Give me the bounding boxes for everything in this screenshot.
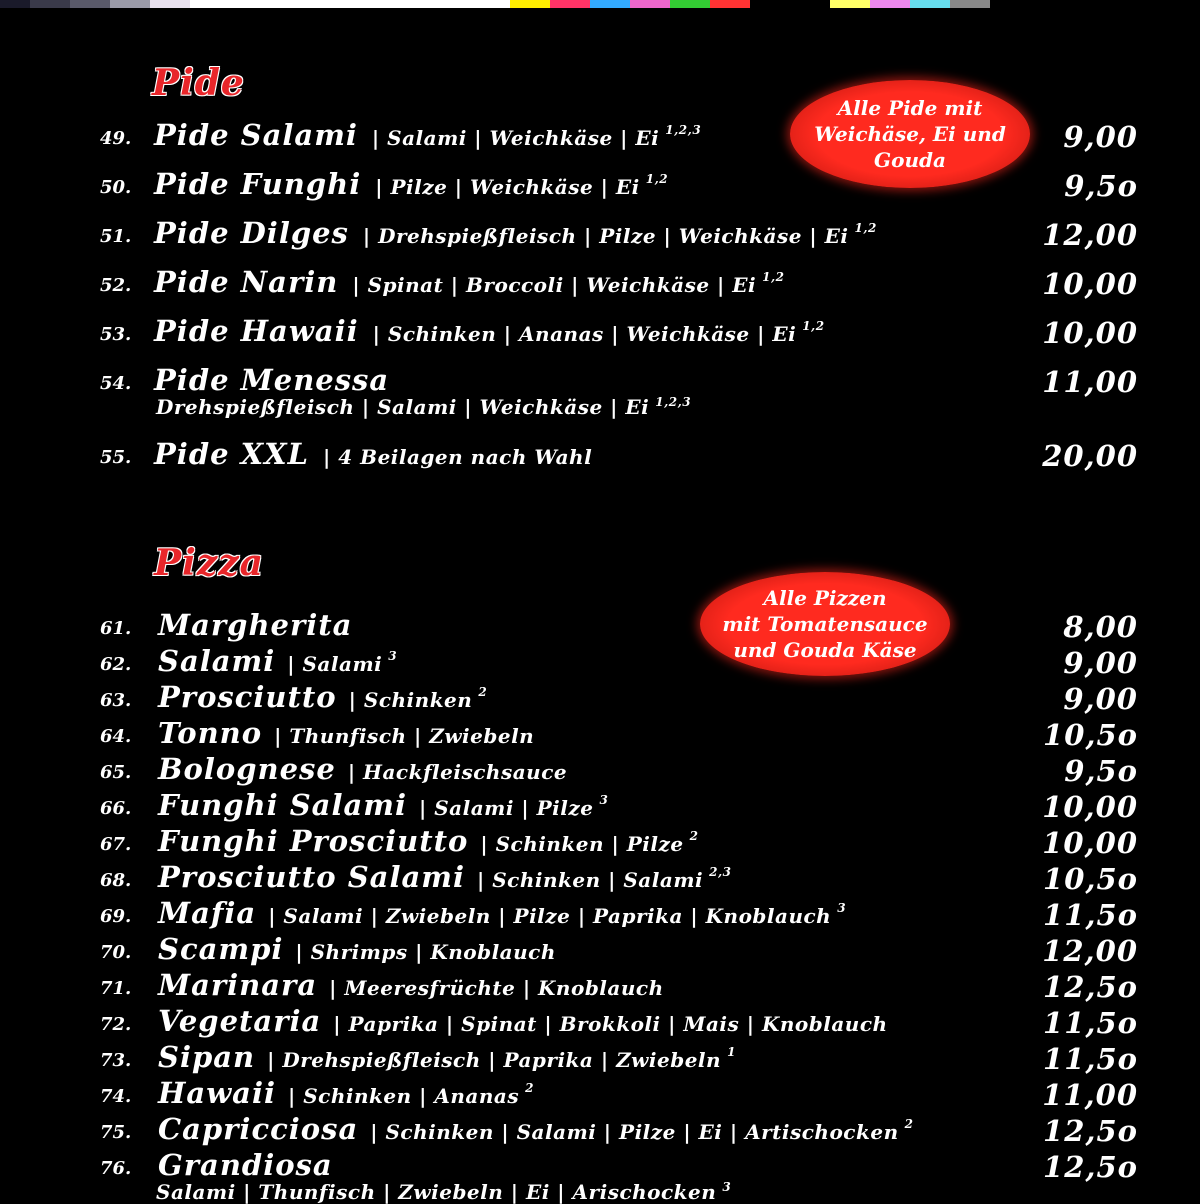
allergen-note: 2: [904, 1117, 914, 1132]
allergen-note: 2: [478, 685, 488, 700]
item-name-text: Prosciutto: [158, 680, 337, 714]
item-name: [158, 1040, 736, 1074]
item-name-text: Vegetaria: [158, 1004, 322, 1038]
color-swatch: [110, 0, 150, 8]
item-number: 61.: [100, 618, 132, 639]
item-ingredients: | Schinken | Pilze: [480, 832, 684, 856]
item-price: 20,00: [1042, 439, 1138, 473]
item-name: [154, 265, 785, 299]
item-name: [158, 1004, 888, 1038]
item-ingredients: | Schinken: [348, 688, 473, 712]
item-price: 9,00: [1063, 120, 1138, 154]
item-number: 55.: [100, 447, 132, 468]
color-swatch: [70, 0, 110, 8]
item-name: [158, 1148, 333, 1182]
item-price: 10,5o: [1043, 862, 1138, 896]
item-name-text: Scampi: [158, 932, 284, 966]
item-number: 70.: [100, 942, 132, 963]
item-ingredients: | Spinat | Broccoli | Weichkäse | Ei: [352, 273, 757, 297]
item-name: [158, 824, 698, 858]
color-swatch: [310, 0, 350, 8]
item-name: [158, 968, 664, 1002]
item-name: [154, 167, 668, 201]
item-number: 51.: [100, 226, 132, 247]
color-swatch: [0, 0, 30, 8]
item-price: 11,5o: [1043, 1042, 1138, 1076]
item-name: [158, 932, 556, 966]
color-swatch: [630, 0, 670, 8]
item-ingredients: | Salami | Zwiebeln | Pilze | Paprika | Knoblauch: [268, 904, 832, 928]
pide-badge-line: Weichäse, Ei und: [814, 122, 1006, 146]
item-number: 64.: [100, 726, 132, 747]
color-swatch: [150, 0, 190, 8]
pizza-badge-line: Alle Pizzen: [763, 586, 887, 610]
item-price: 12,5o: [1043, 970, 1138, 1004]
color-swatch: [510, 0, 550, 8]
pide-badge-line: Gouda: [874, 148, 946, 172]
item-number: 50.: [100, 177, 132, 198]
color-swatch: [830, 0, 870, 8]
color-swatch: [590, 0, 630, 8]
allergen-note: 1,2: [645, 172, 669, 187]
item-price: 10,5o: [1043, 718, 1138, 752]
allergen-note: 1,2,3: [655, 395, 692, 410]
item-price: 11,5o: [1043, 898, 1138, 932]
color-swatch: [390, 0, 430, 8]
color-swatch: [670, 0, 710, 8]
color-swatch: [430, 0, 470, 8]
item-number: 67.: [100, 834, 132, 855]
item-ingredients: | Schinken | Ananas | Weichkäse | Ei: [372, 322, 797, 346]
section-title-pide: Pide: [152, 62, 245, 104]
item-name: [154, 437, 592, 471]
item-name-text: Capricciosa: [158, 1112, 359, 1146]
item-name-text: Pide Salami: [154, 118, 358, 152]
item-name: [154, 363, 389, 397]
item-number: 74.: [100, 1086, 132, 1107]
item-ingredients: [156, 395, 691, 419]
item-price: 12,5o: [1043, 1150, 1138, 1184]
color-swatch: [750, 0, 830, 8]
allergen-note: 3: [722, 1180, 732, 1195]
item-ingredients: | Thunfisch | Zwiebeln: [274, 724, 535, 748]
item-price: 10,00: [1042, 826, 1138, 860]
item-ingredients: | Pilze | Weichkäse | Ei: [375, 175, 640, 199]
item-price: 8,00: [1063, 610, 1138, 644]
item-ingredients: | Schinken | Ananas: [287, 1084, 520, 1108]
item-name-text: Funghi Salami: [158, 788, 407, 822]
item-name-text: Salami: [158, 644, 276, 678]
pizza-badge-line: mit Tomatensauce: [722, 612, 928, 636]
color-swatch: [710, 0, 750, 8]
item-price: 10,00: [1042, 316, 1138, 350]
item-name: [158, 752, 567, 786]
item-ingredients: | Salami: [287, 652, 383, 676]
item-price: 10,00: [1042, 790, 1138, 824]
item-name-text: Bolognese: [158, 752, 336, 786]
item-number: 63.: [100, 690, 132, 711]
item-name: [158, 896, 846, 930]
item-price: 11,00: [1042, 365, 1138, 399]
color-swatch: [30, 0, 70, 8]
allergen-note: 2,3: [709, 865, 732, 880]
item-ingredients: | Paprika | Spinat | Brokkoli | Mais | Knoblauch: [333, 1012, 888, 1036]
item-ingredients: | Drehspießfleisch | Pilze | Weichkäse | Ei: [362, 224, 849, 248]
item-number: 52.: [100, 275, 132, 296]
item-ingredients: | Salami | Pilze: [418, 796, 594, 820]
item-name-text: Pide Hawaii: [154, 314, 359, 348]
item-name: [158, 1076, 534, 1110]
item-ingredients: | Meeresfrüchte | Knoblauch: [329, 976, 664, 1000]
allergen-note: 1: [727, 1045, 736, 1060]
item-name-text: Mafia: [158, 896, 257, 930]
item-name-text: Funghi Prosciutto: [158, 824, 469, 858]
color-swatch: [470, 0, 510, 8]
item-name: [154, 314, 825, 348]
item-number: 66.: [100, 798, 132, 819]
item-number: 65.: [100, 762, 132, 783]
item-name-text: Tonno: [158, 716, 263, 750]
allergen-note: 1,2,3: [665, 123, 702, 138]
item-name: [158, 644, 397, 678]
item-ingredients-text: Drehspießfleisch | Salami | Weichkäse | Ei: [156, 395, 650, 419]
color-swatch: [230, 0, 270, 8]
item-number: 68.: [100, 870, 132, 891]
item-ingredients: | Shrimps | Knoblauch: [295, 940, 556, 964]
allergen-note: 1,2: [854, 221, 877, 236]
item-ingredients: | 4 Beilagen nach Wahl: [323, 445, 593, 469]
item-name: [158, 860, 731, 894]
item-name: [158, 716, 534, 750]
section-title-pizza: Pizza: [154, 542, 264, 584]
item-price: 12,00: [1042, 218, 1138, 252]
item-ingredients: | Hackfleischsauce: [347, 760, 568, 784]
item-price: 12,5o: [1043, 1114, 1138, 1148]
item-name-text: Prosciutto Salami: [158, 860, 465, 894]
item-price: 10,00: [1042, 267, 1138, 301]
item-name-text: Marinara: [158, 968, 318, 1002]
item-number: 71.: [100, 978, 132, 999]
item-number: 53.: [100, 324, 132, 345]
item-number: 76.: [100, 1158, 132, 1179]
item-price: 11,5o: [1043, 1006, 1138, 1040]
item-price: 9,5o: [1064, 169, 1138, 203]
allergen-note: 3: [388, 649, 398, 664]
item-ingredients: | Drehspießfleisch | Paprika | Zwiebeln: [267, 1048, 722, 1072]
item-ingredients: | Schinken | Salami | Pilze | Ei | Artischocken: [370, 1120, 899, 1144]
color-calibration-bar: [0, 0, 1200, 8]
color-swatch: [910, 0, 950, 8]
item-ingredients-text: Salami | Thunfisch | Zwiebeln | Ei | Arischocken: [156, 1180, 717, 1204]
item-number: 72.: [100, 1014, 132, 1035]
item-name-text: Pide Dilges: [154, 216, 349, 250]
allergen-note: 3: [837, 901, 847, 916]
item-name: [158, 788, 608, 822]
item-name-text: Grandiosa: [158, 1148, 333, 1182]
item-name: [158, 680, 487, 714]
item-ingredients: | Schinken | Salami: [477, 868, 704, 892]
item-price: 9,5o: [1064, 754, 1138, 788]
item-name-text: Margherita: [158, 608, 353, 642]
item-price: 12,00: [1042, 934, 1138, 968]
pide-badge-line: Alle Pide mit: [837, 96, 983, 120]
item-name: [154, 118, 701, 152]
color-swatch: [350, 0, 390, 8]
item-name: [158, 1112, 913, 1146]
item-name: [154, 216, 877, 250]
item-ingredients: [156, 1180, 731, 1204]
item-price: 9,00: [1063, 646, 1138, 680]
item-name-text: Pide Menessa: [154, 363, 390, 397]
item-name: [158, 608, 352, 642]
allergen-note: 2: [525, 1081, 534, 1096]
item-name-text: Pide XXL: [154, 437, 310, 471]
allergen-note: 1,2: [802, 319, 825, 334]
item-number: 75.: [100, 1122, 132, 1143]
item-number: 69.: [100, 906, 132, 927]
item-number: 54.: [100, 373, 132, 394]
item-name-text: Sipan: [158, 1040, 256, 1074]
pide-info-badge: [790, 80, 1030, 188]
item-name-text: Hawaii: [158, 1076, 276, 1110]
pizza-badge-line: und Gouda Käse: [733, 638, 917, 662]
color-swatch: [950, 0, 990, 8]
color-swatch: [190, 0, 230, 8]
allergen-note: 3: [599, 793, 609, 808]
allergen-note: 2: [689, 829, 699, 844]
item-number: 49.: [100, 128, 132, 149]
item-ingredients: | Salami | Weichkäse | Ei: [371, 126, 660, 150]
color-swatch: [870, 0, 910, 8]
item-number: 73.: [100, 1050, 132, 1071]
pizza-info-badge: [700, 572, 950, 676]
color-swatch: [270, 0, 310, 8]
item-name-text: Pide Funghi: [154, 167, 362, 201]
item-price: 11,00: [1042, 1078, 1138, 1112]
item-name-text: Pide Narin: [154, 265, 339, 299]
color-swatch: [550, 0, 590, 8]
item-price: 9,00: [1063, 682, 1138, 716]
allergen-note: 1,2: [762, 270, 785, 285]
item-number: 62.: [100, 654, 132, 675]
